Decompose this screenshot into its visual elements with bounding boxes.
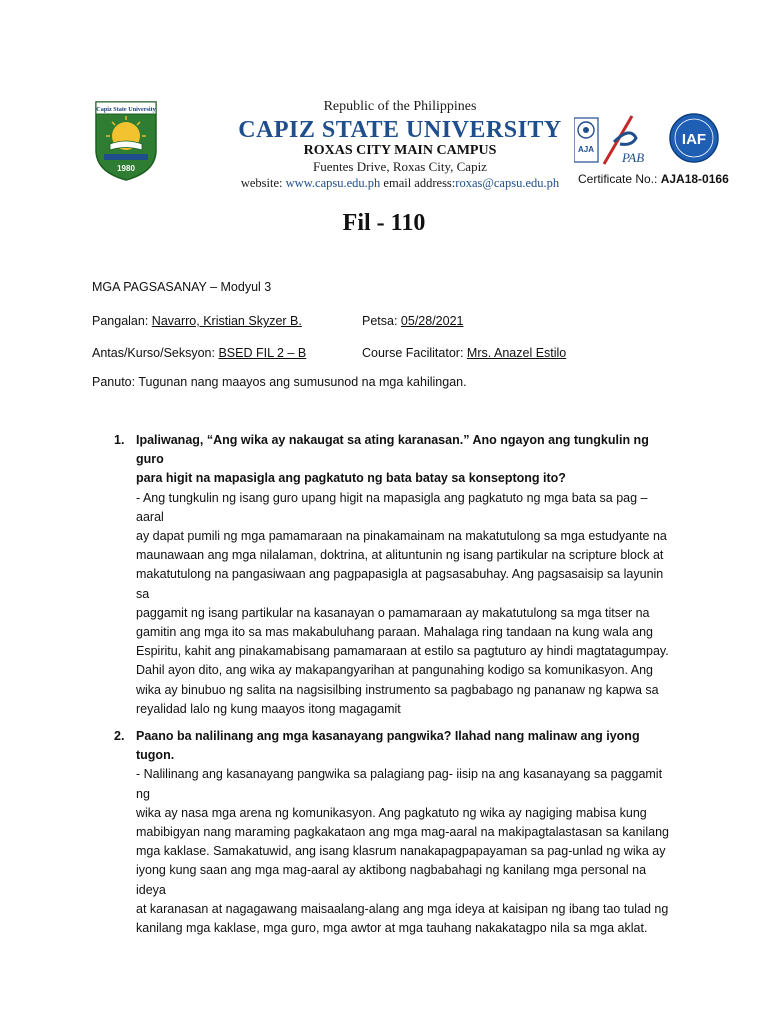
answer-line: Espiritu, kahit ang pinakamabisang pamamaraan at estilo sa pagtuturo ay hindi magtatagumpay. [136, 644, 669, 659]
section-value: BSED FIL 2 – B [218, 346, 307, 360]
facilitator-value: Mrs. Anazel Estilo [466, 346, 567, 360]
campus-address: Fuentes Drive, Roxas City, Capiz [313, 159, 487, 174]
answer-line: ay dapat pumili ng mga pamamaraan na pinakamainam na makatutulong sa mga estudyante na [136, 529, 667, 544]
logo-caption: Capiz State University [96, 106, 156, 113]
aja-text: AJA [577, 145, 595, 154]
question-line: para higit na mapasigla ang pagkatuto ng bata batay sa konseptong ito? [136, 471, 566, 486]
answer-line: paggamit ng isang partikular na kasanayan o pamamaraan ay makatutulong sa mga titser na [136, 605, 650, 620]
answer-line: at karanasan at nagagawang maisaalang-alang ang mga ideya at kaisipan ng ibang tao tulad ng [136, 901, 669, 916]
answer-line: wika ay nasa mga arena ng komunikasyon. Ang pagkatuto ng wika ay nagiging mabisa kung [136, 805, 647, 820]
logo-year: 1980 [117, 164, 135, 173]
date-label: Petsa: [362, 314, 398, 328]
contact-line [200, 175, 600, 191]
question-line: Paano ba nalilinang ang mga kasanayang pangwika? Ilahad nang malinaw ang iyong tugon. [136, 729, 640, 763]
answer-line: kanilang mga kaklase, mga guro, mga awtor at mga tauhang nakakatagpo nila sa mga aklat. [136, 921, 648, 936]
answer-line: maunawaan ang mga nilalaman, doktrina, at alituntunin ng isang partikular na scripture block at [136, 548, 664, 563]
pab-text: PAB [622, 150, 645, 165]
instructions: Panuto: Tugunan nang maayos ang sumusunod na mga kahilingan. [92, 375, 467, 389]
iaf-text: IAF [681, 131, 707, 148]
question-text [136, 431, 674, 489]
aja-logo [574, 118, 598, 162]
name-label: Pangalan: [92, 314, 149, 328]
website-link[interactable]: www.capsu.edu.ph [285, 176, 381, 190]
name-row [92, 313, 302, 329]
answer-line: reyalidad lalo ng kung maayos itong magagamit [136, 701, 401, 716]
section-label: Antas/Kurso/Seksyon: [92, 346, 215, 360]
answer-text [136, 765, 674, 938]
answer-line: mabibigyan nang maraming pagkakataon ang mga mag-aaral na makipagtalastasan sa kanilang [136, 825, 669, 840]
course-title: Fil - 110 [342, 210, 426, 236]
answer-line: - Ang tungkulin ng isang guro upang higit na mapasigla ang pagkatuto ng mga bata sa pag – aaral [136, 490, 648, 524]
facilitator-label: Course Facilitator: [362, 346, 464, 360]
section-row [92, 345, 306, 361]
certificate-number [578, 172, 729, 186]
answer-text [136, 489, 674, 719]
letterhead [230, 98, 570, 191]
date-row [362, 313, 463, 329]
republic-line: Republic of the Philippines [323, 99, 477, 114]
exercise-heading: MGA PAGSASANAY – Modyul 3 [92, 280, 272, 294]
certificate-value: AJA18-0166 [660, 172, 729, 186]
pab-logo [604, 116, 644, 165]
email-label: email address: [383, 176, 456, 190]
answer-line: wika ay binubuo ng salita na nagsisilbing instrumento sa pagbabago ng pananaw ng kapwa sa [136, 682, 659, 697]
email-link[interactable]: roxas@capsu.edu.ph [455, 176, 560, 190]
answer-line: - Nalilinang ang kasanayang pangwika sa palagiang pag- iisip na ang kasanayang sa paggamit ng [136, 767, 663, 801]
university-name: CAPIZ STATE UNIVERSITY [238, 117, 562, 143]
certificate-label: Certificate No.: [578, 172, 658, 186]
answer-line: makatutulong na pangasiwaan ang pagpapasigla at pagsasabuhay. Ang pagsasaisip sa layunin sa [136, 567, 664, 601]
question-block [114, 727, 674, 938]
facilitator-row [362, 345, 566, 361]
answer-line: Dahil ayon dito, ang wika ay makapangyarihan at pangunahing kodigo sa komunikasyon. Ang [136, 663, 654, 678]
iaf-logo [670, 114, 718, 162]
question-line: Ipaliwanag, “Ang wika ay nakaugat sa ating karanasan.” Ano ngayon ang tungkulin ng guro [136, 433, 649, 467]
answer-line: mga kaklase. Samakatuwid, ang isang klasrum nanakapagpapayaman sa pag-unlad ng wika ay [136, 844, 666, 859]
campus-name: ROXAS CITY MAIN CAMPUS [303, 143, 497, 158]
name-value: Navarro, Kristian Skyzer B. [151, 314, 302, 328]
website-label: website: [240, 176, 283, 190]
date-value: 05/28/2021 [400, 314, 464, 328]
question-number: 1. [114, 433, 125, 447]
answer-line: gamitin ang mga ito sa mas makabuluhang paraan. Mahalaga ring tandaan na kung wala ang [136, 625, 654, 640]
question-text [136, 727, 674, 765]
answer-line: iyong kung saan ang mga mag-aaral ay aktibong nagbabahagi ng kanilang mga personal na ideya [136, 863, 647, 897]
question-number: 2. [114, 729, 125, 743]
question-block [114, 431, 674, 719]
university-seal-logo [94, 100, 158, 182]
